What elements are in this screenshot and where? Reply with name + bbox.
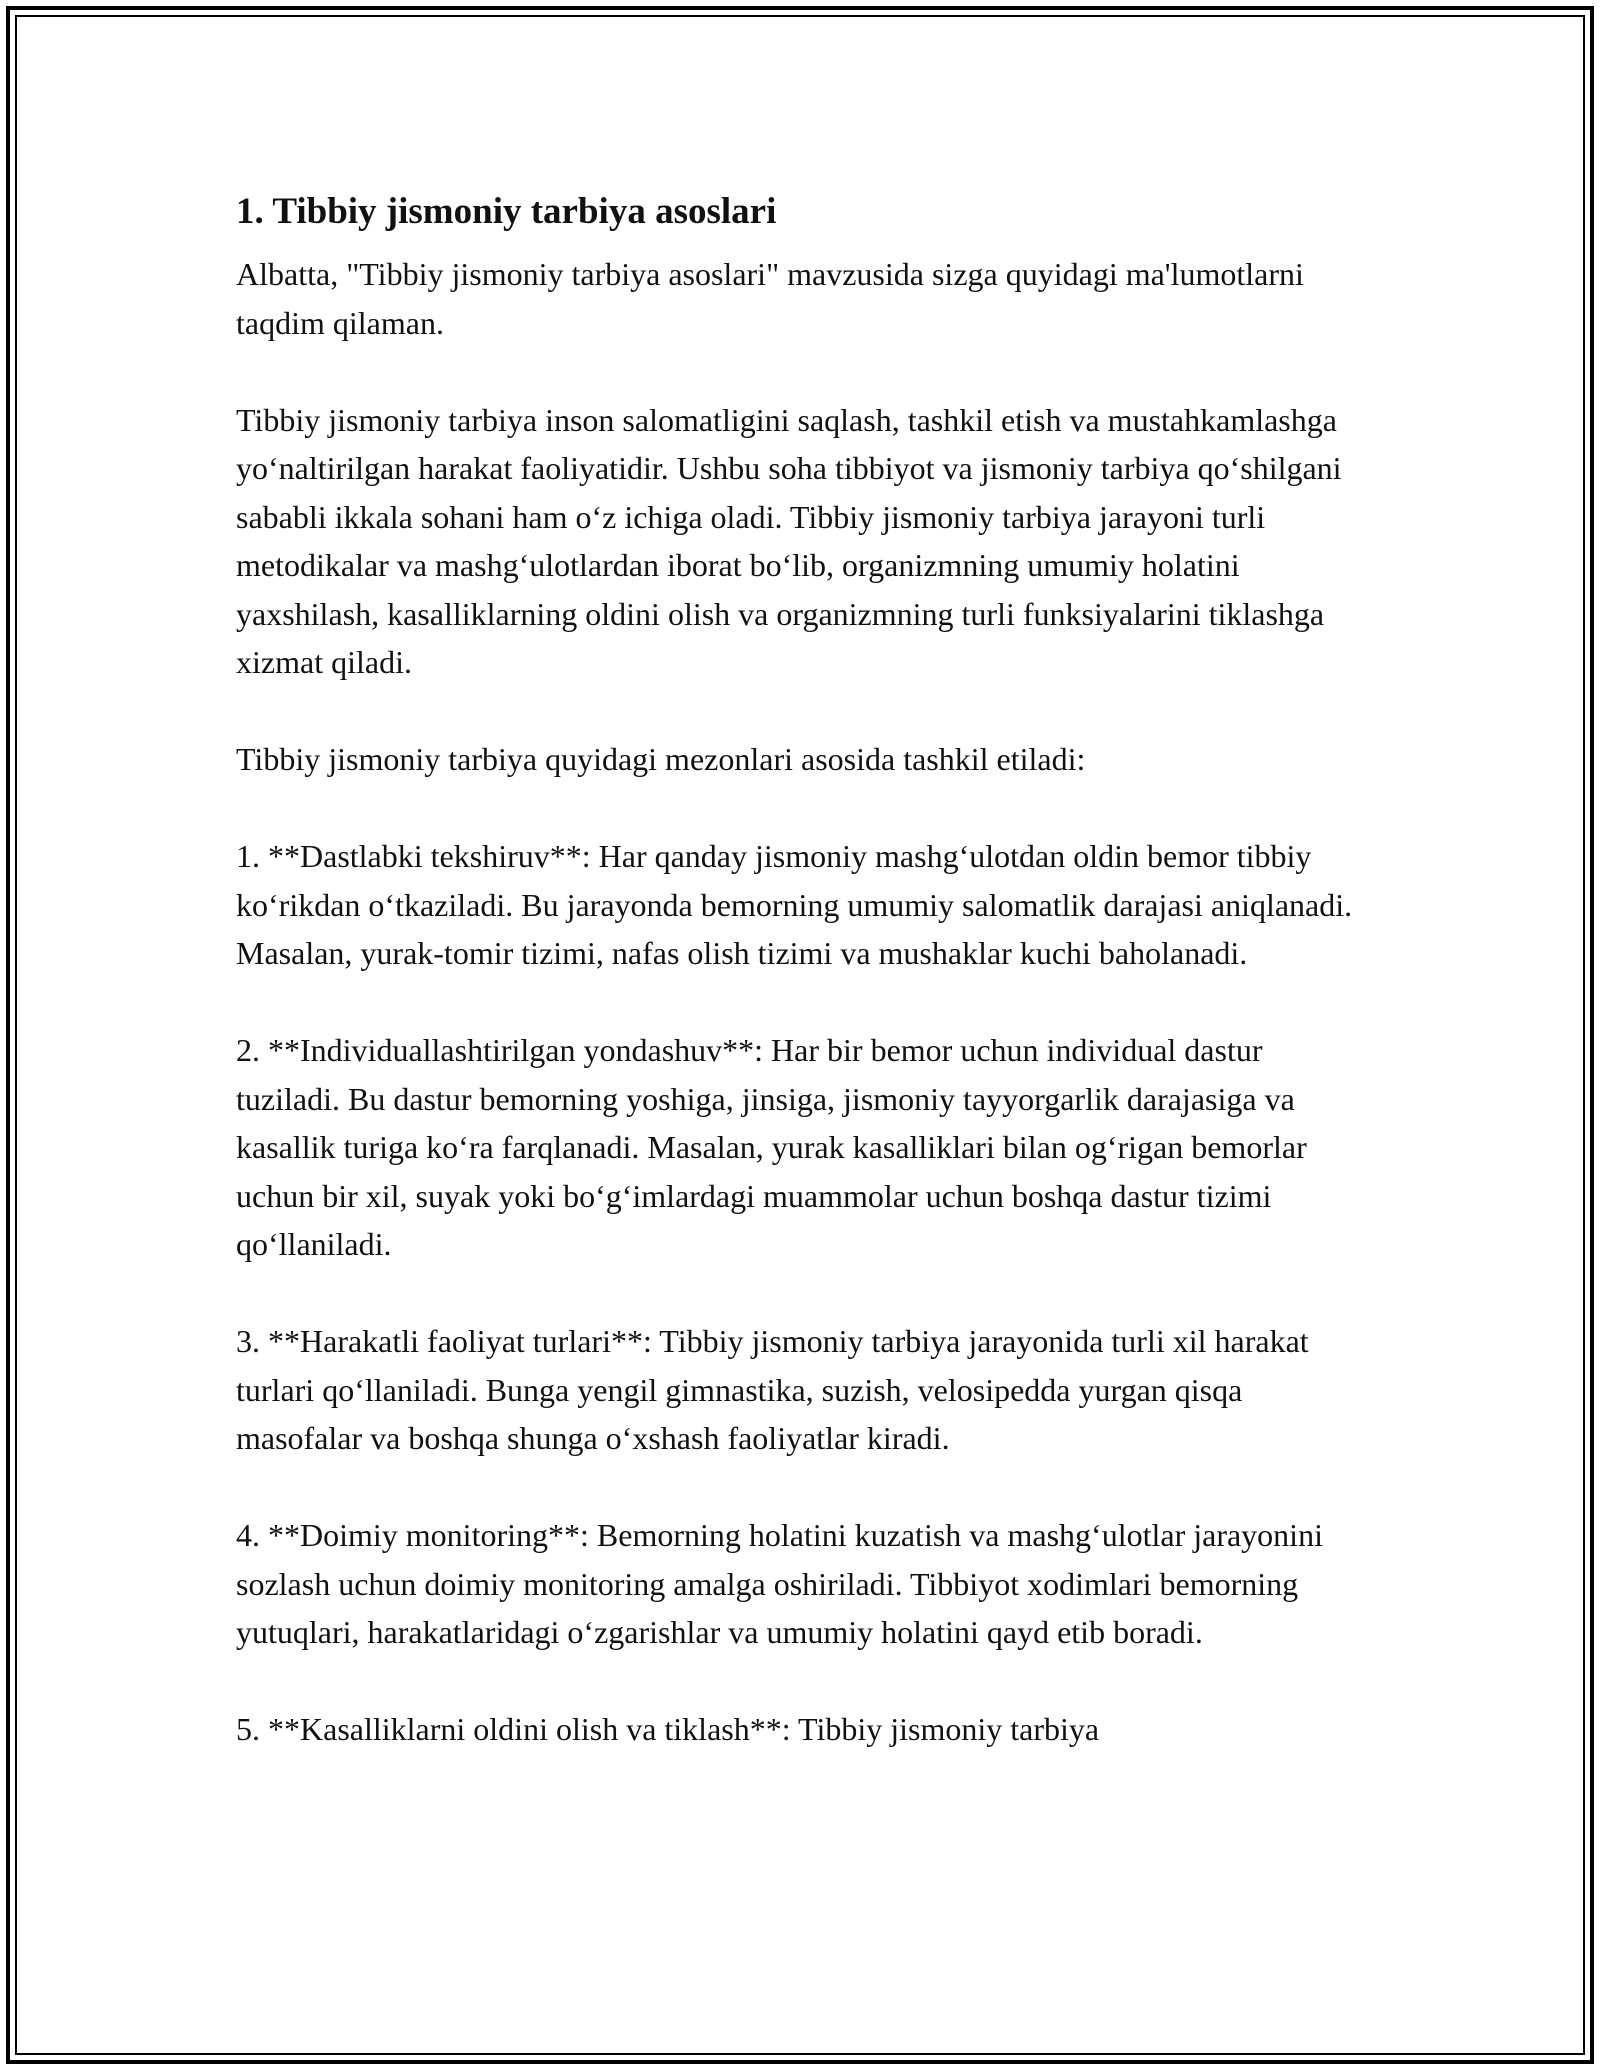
document-heading: 1. Tibbiy jismoniy tarbiya asoslari (236, 191, 777, 232)
list-item-activity-types: 3. **Harakatli faoliyat turlari**: Tibbiy jismoniy tarbiya jarayonida turli xil harakat turlari qoʻllaniladi. Bunga yengil gimnastika, suzish, velosipedda yurgan qisqa masofalar va boshqa shunga oʻxshash faoliyatlar kiradi. (236, 1323, 1309, 1456)
paragraph-criteria-intro: Tibbiy jismoniy tarbiya quyidagi mezonlari asosida tashkil etiladi: (236, 741, 1086, 777)
list-item-prevention: 5. **Kasalliklarni oldini olish va tiklash**: Tibbiy jismoniy tarbiya (236, 1711, 1100, 1747)
list-item-initial-examination: 1. **Dastlabki tekshiruv**: Har qanday jismoniy mashgʻulotdan oldin bemor tibbiy koʻrikdan oʻtkaziladi. Bu jarayonda bemorning umumiy salomatlik darajasi aniqlanadi. Masalan, yurak-tomir tizimi, nafas olish tizimi va mushaklar kuchi baholanadi. (236, 838, 1353, 971)
document-body (236, 188, 1366, 1754)
list-item-monitoring: 4. **Doimiy monitoring**: Bemorning holatini kuzatish va mashgʻulotlar jarayonini sozlash uchun doimiy monitoring amalga oshiriladi. Tibbiyot xodimlari bemorning yutuqlari, harakatlaridagi oʻzgarishlar va umumiy holatini qayd etib boradi. (236, 1517, 1323, 1650)
paragraph-intro: Albatta, "Tibbiy jismoniy tarbiya asoslari" mavzusida sizga quyidagi ma'lumotlarni taqdim qilaman. (236, 256, 1304, 341)
list-item-individual-approach: 2. **Individuallashtirilgan yondashuv**: Har bir bemor uchun individual dastur tuziladi. Bu dastur bemorning yoshiga, jinsiga, jismoniy tayyorgarlik darajasiga va kasallik turiga koʻra farqlanadi. Masalan, yurak kasalliklari bilan ogʻrigan bemorlar uchun bir xil, suyak yoki boʻgʻimlardagi muammolar uchun boshqa dastur tizimi qoʻllaniladi. (236, 1032, 1307, 1262)
paragraph-definition: Tibbiy jismoniy tarbiya inson salomatligini saqlash, tashkil etish va mustahkamlashga yoʻnaltirilgan harakat faoliyatidir. Ushbu soha tibbiyot va jismoniy tarbiya qoʻshilgani sababli ikkala sohani ham oʻz ichiga oladi. Tibbiy jismoniy tarbiya jarayoni turli metodikalar va mashgʻulotlardan iborat boʻlib, organizmning umumiy holatini yaxshilash, kasalliklarning oldini olish va organizmning turli funksiyalarini tiklashga xizmat qiladi. (236, 401, 1342, 680)
